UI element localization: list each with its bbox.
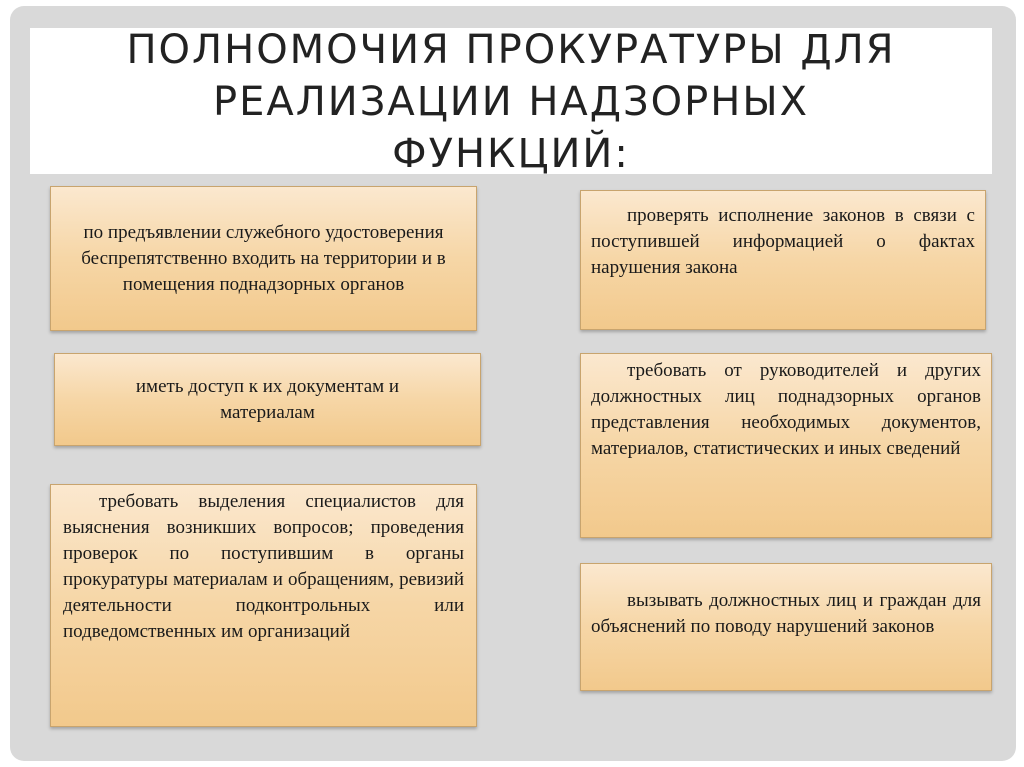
power-box-law-check	[580, 190, 986, 330]
title-line-2: РЕАЛИЗАЦИИ НАДЗОРНЫХ	[212, 79, 810, 125]
power-box-documents-access	[54, 353, 481, 446]
power-box-entry	[50, 186, 477, 331]
power-text-summon: вызывать должностных лиц и граждан для объяснений по поводу нарушений законов	[591, 590, 981, 637]
title-line-3: ФУНКЦИЙ:	[392, 131, 630, 177]
power-text-law-check: проверять исполнение законов в связи с поступившей информацией о фактах нарушения закона	[591, 205, 975, 278]
power-text-request-documents: требовать от руководителей и других должностных лиц поднадзорных органов представления необходимых документов, материалов, статистических и иных сведений	[591, 360, 981, 459]
power-box-summon	[580, 563, 992, 691]
power-text-documents-access: иметь доступ к их документам и материалам	[135, 375, 400, 423]
power-box-specialists	[50, 484, 477, 727]
power-text-entry: по предъявлении служебного удостоверения беспрепятственно входить на территории и в помещения поднадзорных органов	[81, 221, 446, 295]
power-text-specialists: требовать выделения специалистов для выяснения возникших вопросов; проведения проверок по поступившим в органы прокуратуры материалам и обращениям, ревизий деятельности подконтрольных или подведомственных им организаций	[63, 491, 464, 642]
title-line-1: ПОЛНОМОЧИЯ ПРОКУРАТУРЫ ДЛЯ	[126, 27, 896, 73]
power-box-request-documents	[580, 353, 992, 538]
slide-title	[30, 24, 992, 180]
